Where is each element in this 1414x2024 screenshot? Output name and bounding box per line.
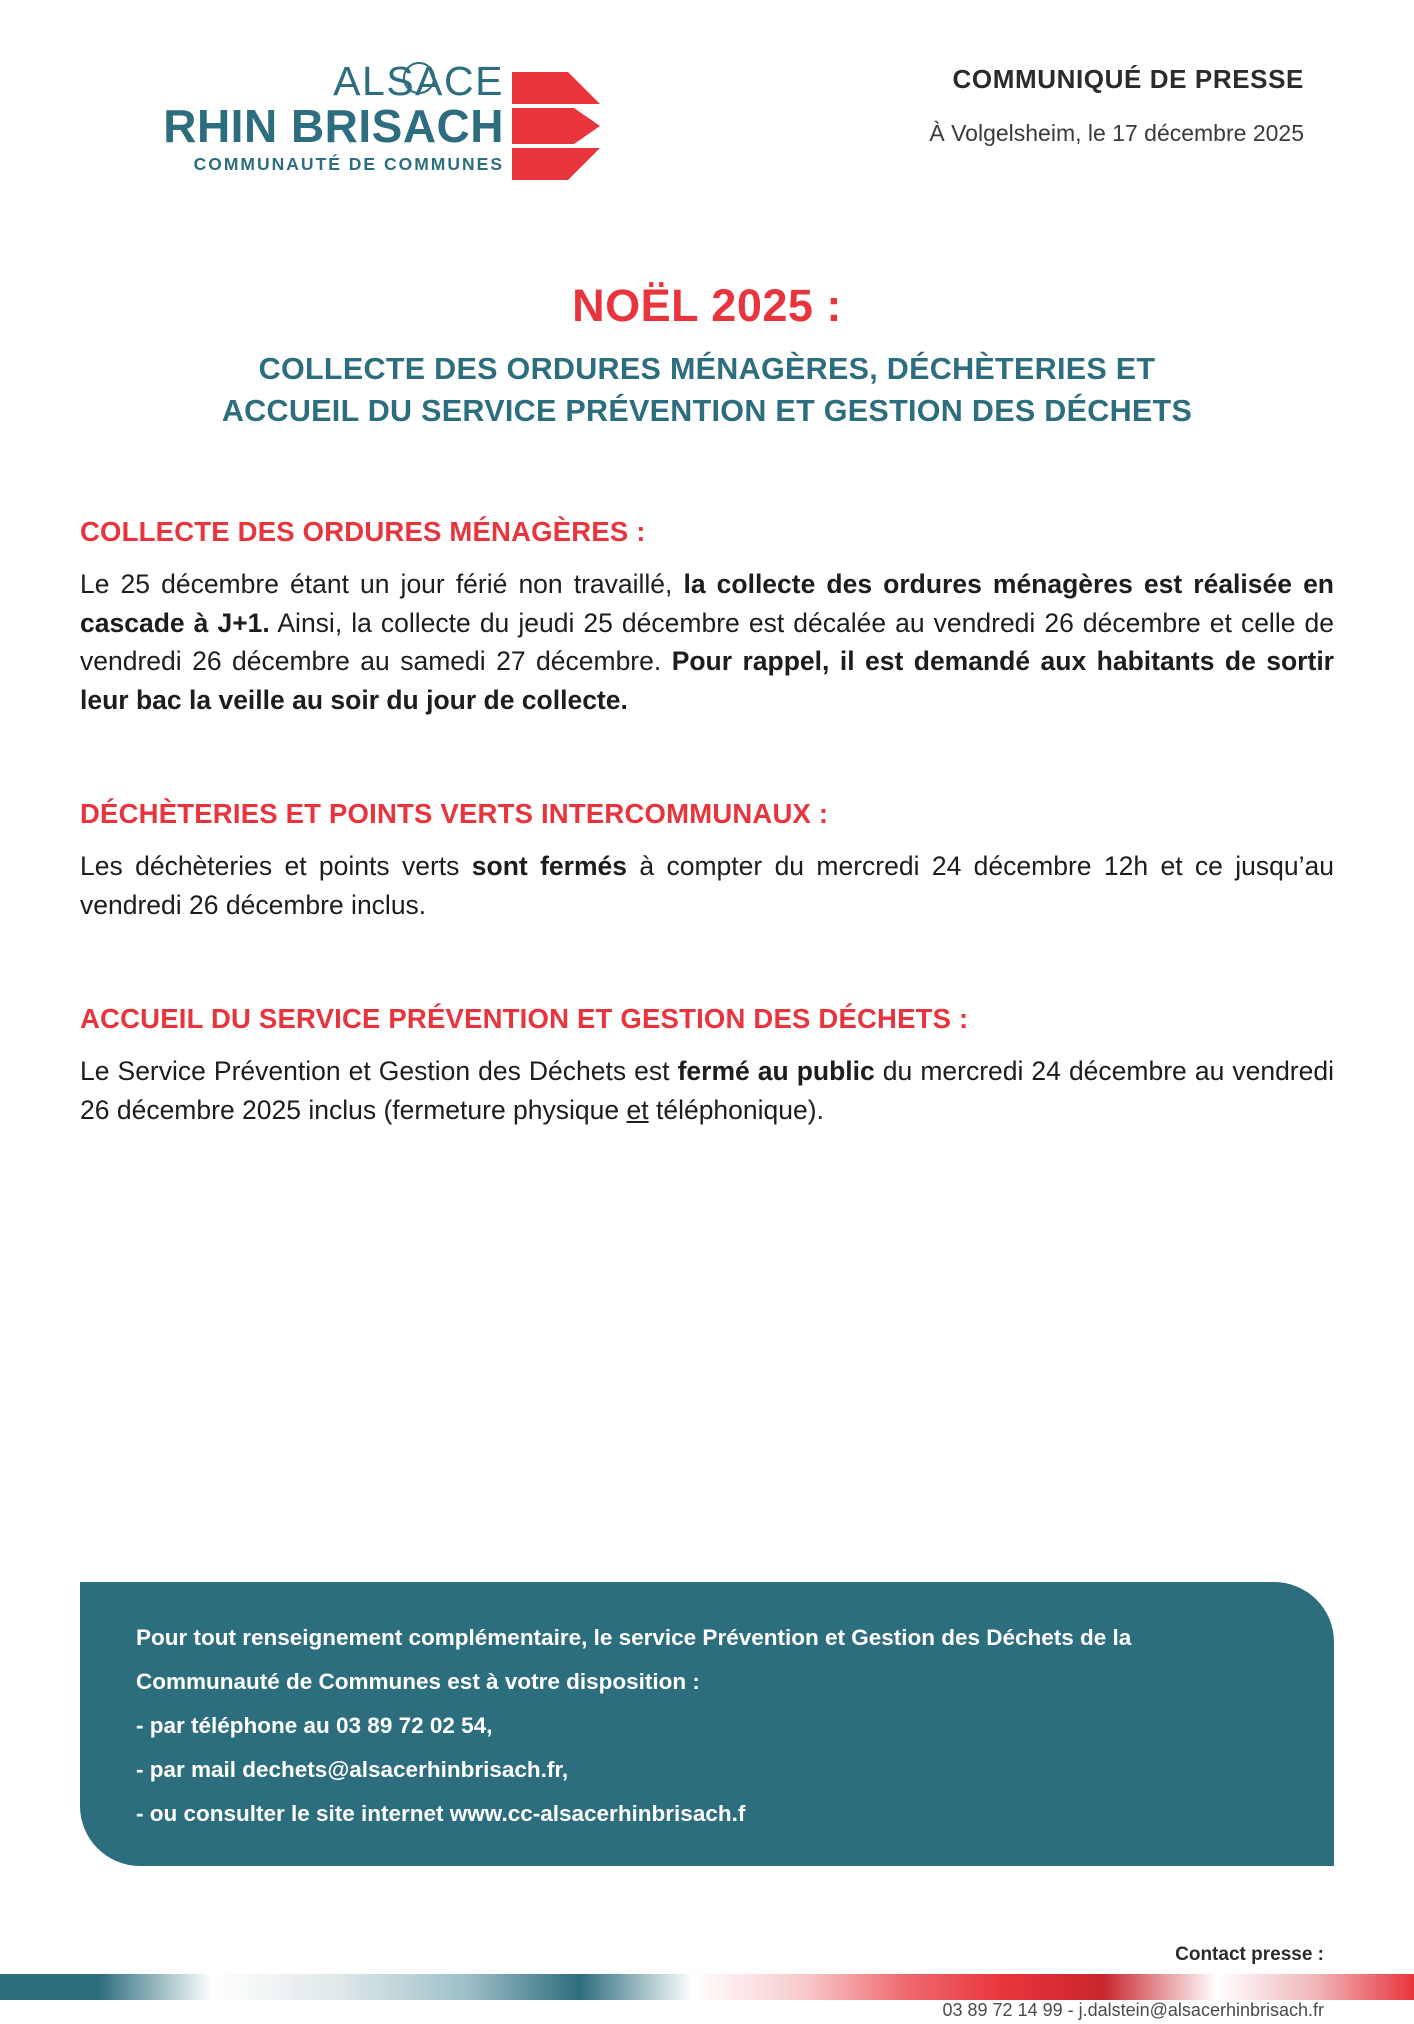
footer-gradient-bar: [0, 1974, 1414, 2000]
contact-website-line: - ou consulter le site internet www.cc-alsacerhinbrisach.f: [136, 1801, 746, 1826]
section-collecte: [80, 515, 1334, 719]
contact-email-line: - par mail dechets@alsacerhinbrisach.fr,: [136, 1757, 569, 1782]
contact-press-label: Contact presse :: [1175, 1944, 1324, 1965]
contact-phone-line: - par téléphone au 03 89 72 02 54,: [136, 1713, 493, 1738]
page-header: [0, 58, 1414, 188]
chevron-logo-icon: [512, 68, 602, 183]
logo-line-rhin-brisach: RHIN BRISACH: [163, 100, 504, 152]
document-title-area: [0, 278, 1414, 432]
press-release-place-date: À Volgelsheim, le 17 décembre 2025: [929, 120, 1304, 146]
section-paragraph: Le Service Prévention et Gestion des Déchets est fermé au public du mercredi 24 décembre au vendredi 26 décembre 2025 inclus (fermeture physique et téléphonique).: [80, 1056, 1334, 1125]
logo-line-communaute: COMMUNAUTÉ DE COMMUNES: [193, 154, 504, 174]
contact-line-1: Pour tout renseignement complémentaire, le service Prévention et Gestion des Déchets de la: [136, 1625, 1132, 1650]
organisation-logo: [112, 58, 612, 193]
logo-a-ring: A: [415, 58, 444, 104]
section-decheteries: [80, 797, 1334, 924]
section-heading: DÉCHÈTERIES ET POINTS VERTS INTERCOMMUNAUX :: [80, 798, 829, 829]
section-heading: ACCUEIL DU SERVICE PRÉVENTION ET GESTION DES DÉCHETS :: [80, 1003, 969, 1034]
contact-line-2: Communauté de Communes est à votre disposition :: [136, 1669, 700, 1694]
section-paragraph: Les déchèteries et points verts sont fermés à compter du mercredi 24 décembre 12h et ce jusqu’au vendredi 26 décembre inclus.: [80, 851, 1334, 920]
logo-wordmark: [112, 58, 504, 175]
page-subtitle-line-1: COLLECTE DES ORDURES MÉNAGÈRES, DÉCHÈTERIES ET: [258, 352, 1156, 386]
logo-line-alsace: ALS ACE: [333, 58, 504, 104]
contact-press-details: 03 89 72 14 99 - j.dalstein@alsacerhinbrisach.fr: [942, 2000, 1324, 2020]
section-accueil: [80, 1002, 1334, 1129]
page-title: NOËL 2025 :: [572, 280, 842, 331]
section-paragraph: Le 25 décembre étant un jour férié non travaillé, la collecte des ordures ménagères est réalisée en cascade à J+1. Ainsi, la collecte du jeudi 25 décembre est décalée au vendredi 26 décembre et celle de vendredi 26 décembre au samedi 27 décembre. Pour rappel, il est demandé aux habitants de sortir leur bac la veille au soir du jour de collecte.: [80, 569, 1334, 715]
page-subtitle: [0, 348, 1414, 432]
press-release-label: COMMUNIQUÉ DE PRESSE: [952, 64, 1304, 94]
document-body: [80, 515, 1334, 1163]
page-subtitle-line-2: ACCUEIL DU SERVICE PRÉVENTION ET GESTION DES DÉCHETS: [221, 394, 1193, 428]
contact-info-box: [80, 1582, 1334, 1866]
section-heading: COLLECTE DES ORDURES MÉNAGÈRES :: [80, 516, 646, 547]
